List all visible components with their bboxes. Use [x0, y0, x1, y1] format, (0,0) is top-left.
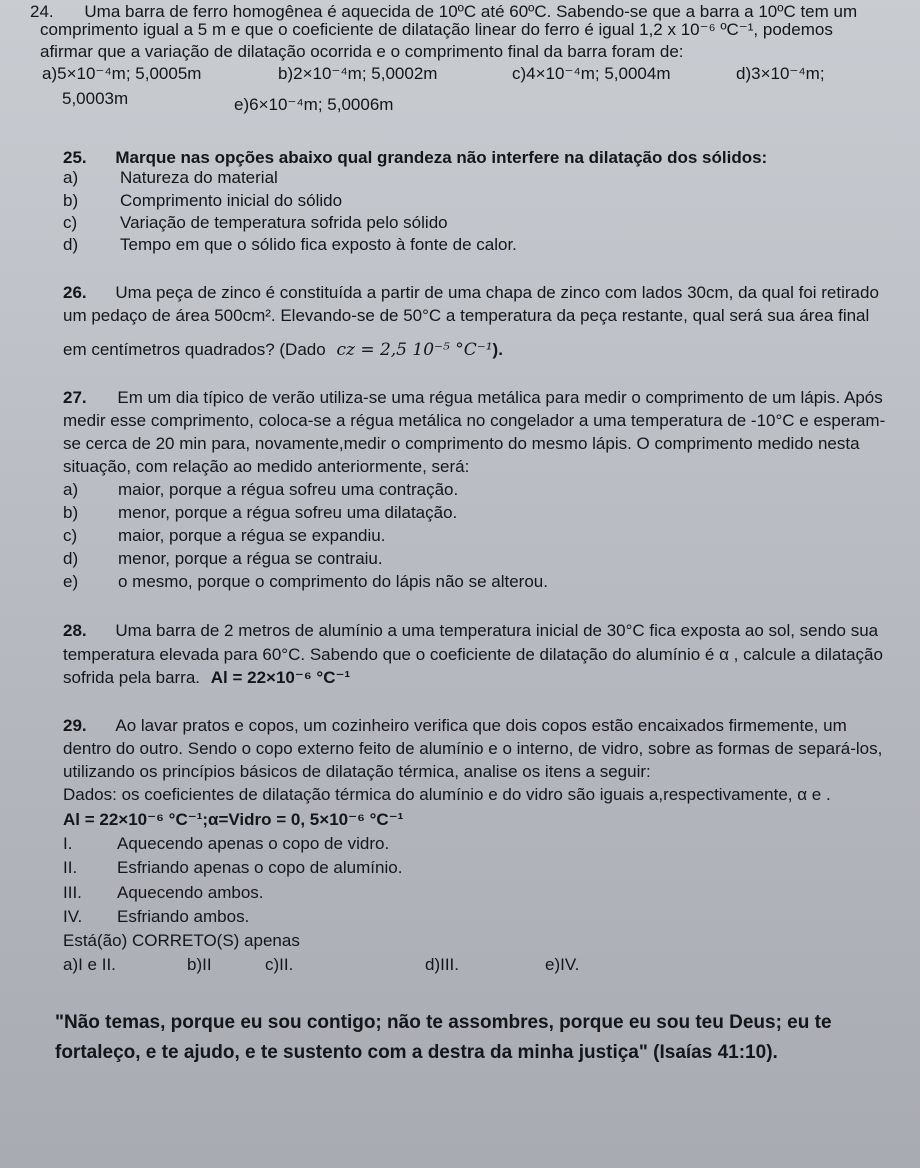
q24-text-1: Uma barra de ferro homogênea é aquecida de 10ºC até 60ºC. Sabendo-se que a barra a 10ºC tem um [84, 2, 858, 21]
q28-text-1: Uma barra de 2 metros de alumínio a uma temperatura inicial de 30°C fica exposta ao sol, sendo sua [115, 621, 879, 640]
q29-line1 [63, 716, 847, 736]
q24-number: 24. [30, 2, 54, 21]
q25-text: Marque nas opções abaixo qual grandeza não interfere na dilatação dos sólidos: [115, 148, 768, 167]
q26-text-3: em centímetros quadrados? (Dado [63, 340, 326, 359]
q26-line2: um pedaço de área 500cm². Elevando-se de 50°C a temperatura da peça restante, qual será sua área final [63, 306, 870, 325]
q29-number: 29. [63, 716, 87, 735]
bible-quote-line1: "Não temas, porque eu sou contigo; não te assombres, porque eu sou teu Deus; eu te [55, 1012, 832, 1033]
q27-line1 [63, 388, 883, 408]
q28-formula: Al = 22×10⁻⁶ °C⁻¹ [210, 668, 351, 687]
q27-line2: medir esse comprimento, coloca-se a régua metálica no congelador a uma temperatura de -10°C e esperam- [63, 411, 886, 430]
q29-line2: dentro do outro. Sendo o copo externo feito de alumínio e o interno, de vidro, sobre as formas de separá-los, [63, 739, 883, 758]
q25-line [63, 148, 767, 168]
q29-line4: Dados: os coeficientes de dilatação térmica do alumínio e do vidro são iguais a,respectivamente, α e . [63, 785, 831, 804]
q27-option-a: a) maior, porque a régua sofreu uma contração. [63, 480, 459, 499]
q25-option-c: c) Variação de temperatura sofrida pelo sólido [63, 213, 448, 232]
q27-option-b: b) menor, porque a régua sofreu uma dilatação. [63, 503, 458, 522]
q24-line3: afirmar que a variação de dilatação ocorrida e o comprimento final da barra foram de: [40, 42, 684, 61]
q29-item-2: II. Esfriando apenas o copo de alumínio. [63, 858, 403, 877]
q28-number: 28. [63, 621, 87, 640]
q24-option-e: e)6×10⁻⁴m; 5,0006m [234, 95, 394, 114]
q25-number: 25. [63, 148, 87, 167]
q28-line1 [63, 621, 878, 641]
q28-line3 [63, 668, 350, 688]
q25-option-a: a) Natureza do material [63, 168, 278, 187]
q26-line3: em centímetros quadrados? (Dado cz = 2,5 10⁻⁵ °C⁻¹). [63, 340, 503, 360]
q27-option-d: d) menor, porque a régua se contraiu. [63, 549, 383, 568]
q27-line4: situação, com relação ao medido anteriormente, será: [63, 457, 470, 476]
q29-answer-c: c)II. [265, 955, 294, 974]
q29-line3: utilizando os princípios básicos de dilatação térmica, analise os itens a seguir: [63, 762, 651, 781]
q24-option-c: c)4×10⁻⁴m; 5,0004m [512, 64, 671, 83]
q29-item-3: III. Aquecendo ambos. [63, 883, 264, 902]
q25-option-d: d) Tempo em que o sólido fica exposto à fonte de calor. [63, 235, 517, 254]
q27-line3: se cerca de 20 min para, novamente,medir o comprimento do mesmo lápis. O comprimento medido nesta [63, 434, 860, 453]
q28-line2: temperatura elevada para 60°C. Sabendo que o coeficiente de dilatação do alumínio é α , calcule a dilatação [63, 645, 883, 664]
q27-text-1: Em um dia típico de verão utiliza-se uma régua metálica para medir o comprimento de um lápis. Após [117, 388, 883, 407]
q29-item-4: IV. Esfriando ambos. [63, 907, 250, 926]
q29-text-1: Ao lavar pratos e copos, um cozinheiro verifica que dois copos estão encaixados firmemente, um [115, 716, 847, 735]
q24-option-d: d)3×10⁻⁴m; [736, 64, 825, 83]
q29-answer-b: b)II [187, 955, 212, 974]
q29-item-1: I. Aquecendo apenas o copo de vidro. [63, 834, 390, 853]
q29-answer-a: a)I e II. [63, 955, 116, 974]
q29-answer-d: d)III. [425, 955, 460, 974]
q25-option-b: b) Comprimento inicial do sólido [63, 191, 343, 210]
q26-number: 26. [63, 283, 87, 302]
q24-option-b: b)2×10⁻⁴m; 5,0002m [278, 64, 438, 83]
q27-option-c: c) maior, porque a régua se expandiu. [63, 526, 386, 545]
q24-line1 [30, 2, 857, 22]
q29-prompt: Está(ão) CORRETO(S) apenas [63, 931, 300, 950]
q24-option-a: a)5×10⁻⁴m; 5,0005m [42, 64, 202, 83]
q26-text-1: Uma peça de zinco é constituída a partir de uma chapa de zinco com lados 30cm, da qual foi retirado [115, 283, 879, 302]
q24-line2: comprimento igual a 5 m e que o coeficiente de dilatação linear do ferro é igual 1,2 x 10⁻⁶ ºC⁻¹, podemos [40, 20, 833, 39]
q27-option-e: e) o mesmo, porque o comprimento do lápis não se alterou. [63, 572, 548, 591]
q29-formula: Al = 22×10⁻⁶ °C⁻¹;α=Vidro = 0, 5×10⁻⁶ °C⁻¹ [63, 810, 404, 829]
q26-handwritten-coefficient: cz = 2,5 10⁻⁵ °C⁻¹ [336, 340, 493, 360]
q29-answer-e: e)IV. [545, 955, 580, 974]
q26-line1 [63, 283, 879, 303]
q24-option-d-cont: 5,0003m [62, 89, 129, 108]
q27-number: 27. [63, 388, 87, 407]
q28-text-3: sofrida pela barra. [63, 668, 201, 687]
bible-quote-line2: fortaleço, e te ajudo, e te sustento com a destra da minha justiça" (Isaías 41:10). [55, 1042, 778, 1063]
